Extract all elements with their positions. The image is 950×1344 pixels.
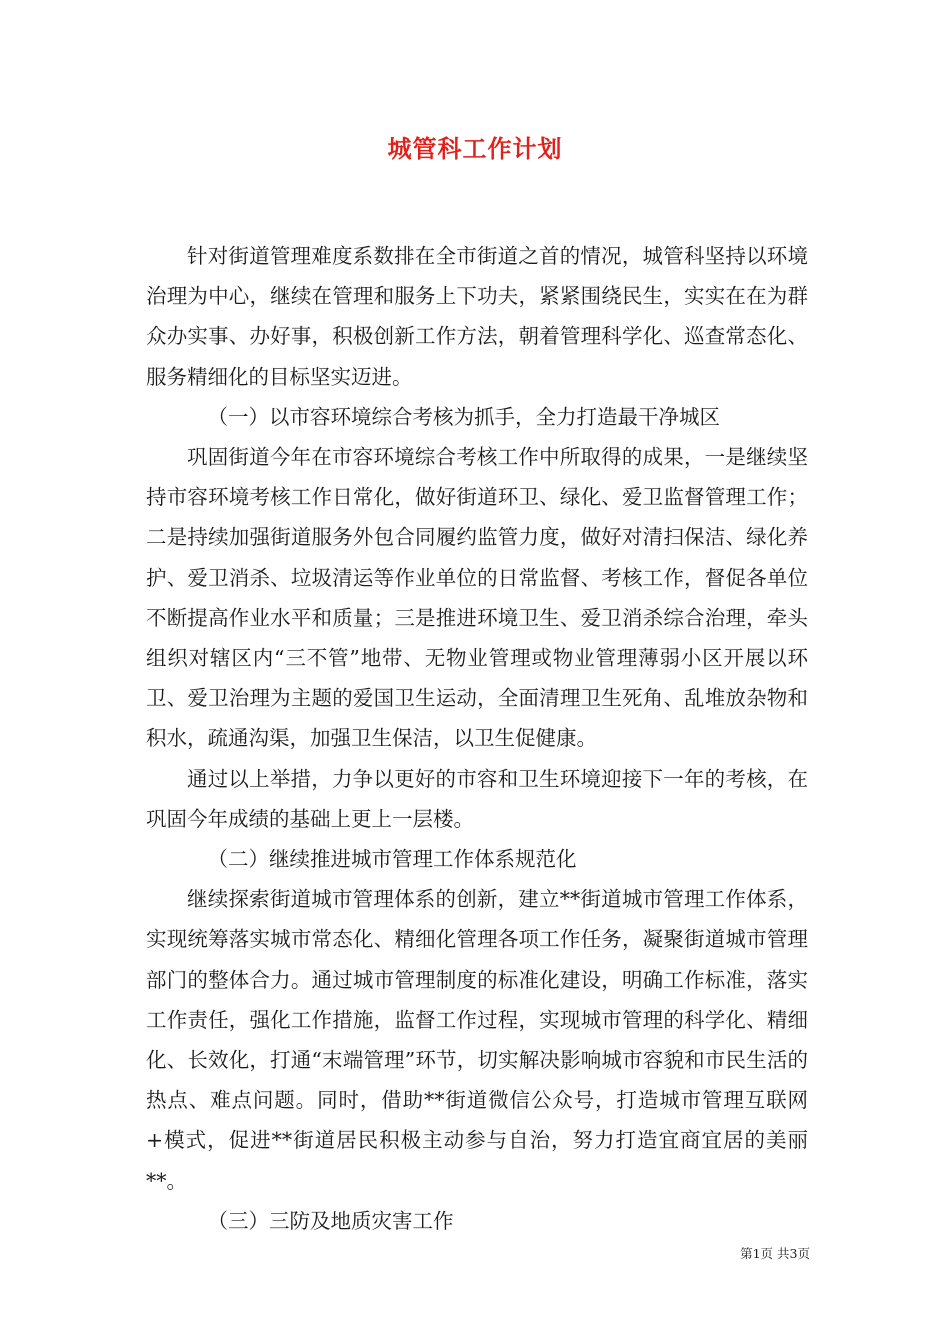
- section-heading-1: （一）以市容环境综合考核为抓手，全力打造最干净城区: [207, 404, 720, 429]
- section-heading-3: （三）三防及地质灾害工作: [207, 1208, 454, 1233]
- section-heading-2: （二）继续推进城市管理工作体系规范化: [207, 847, 577, 872]
- page-number-footer: 第1页 共3页: [740, 1246, 810, 1261]
- document-title: 城管科工作计划: [387, 134, 563, 163]
- document-body: [146, 236, 808, 1241]
- section-2-paragraph: 继续探索街道城市管理体系的创新，建立**街道城市管理工作体系，实现统筹落实城市常态化、精细化管理各项工作任务，凝聚街道城市管理部门的整体合力。通过城市管理制度的标准化建设，明确工作标准，落实工作责任，强化工作措施，监督工作过程，实现城市管理的科学化、精细化、长效化，打通“末端管理”环节，切实解决影响城市容貌和市民生活的热点、难点问题。同时，借助**街道微信公众号，打造城市管理互联网+模式，促进**街道居民积极主动参与自治，努力打造宜商宜居的美丽**。: [146, 887, 808, 1193]
- intro-paragraph: 针对街道管理难度系数排在全市街道之首的情况，城管科坚持以环境治理为中心，继续在管理和服务上下功夫，紧紧围绕民生，实实在在为群众办实事、办好事，积极创新工作方法，朝着管理科学化、巡查常态化、服务精细化的目标坚实迈进。: [146, 244, 808, 389]
- section-1-summary-paragraph: 通过以上举措，力争以更好的市容和卫生环境迎接下一年的考核，在巩固今年成绩的基础上更上一层楼。: [146, 766, 808, 831]
- section-1-paragraph: 巩固街道今年在市容环境综合考核工作中所取得的成果，一是继续坚持市容环境考核工作日常化，做好街道环卫、绿化、爱卫监督管理工作；二是持续加强街道服务外包合同履约监管力度，做好对清扫保洁、绿化养护、爱卫消杀、垃圾清运等作业单位的日常监督、考核工作，督促各单位不断提高作业水平和质量；三是推进环境卫生、爱卫消杀综合治理，牵头组织对辖区内“三不管”地带、无物业管理或物业管理薄弱小区开展以环卫、爱卫治理为主题的爱国卫生运动，全面清理卫生死角、乱堆放杂物和积水，疏通沟渠，加强卫生保洁，以卫生促健康。: [146, 445, 808, 751]
